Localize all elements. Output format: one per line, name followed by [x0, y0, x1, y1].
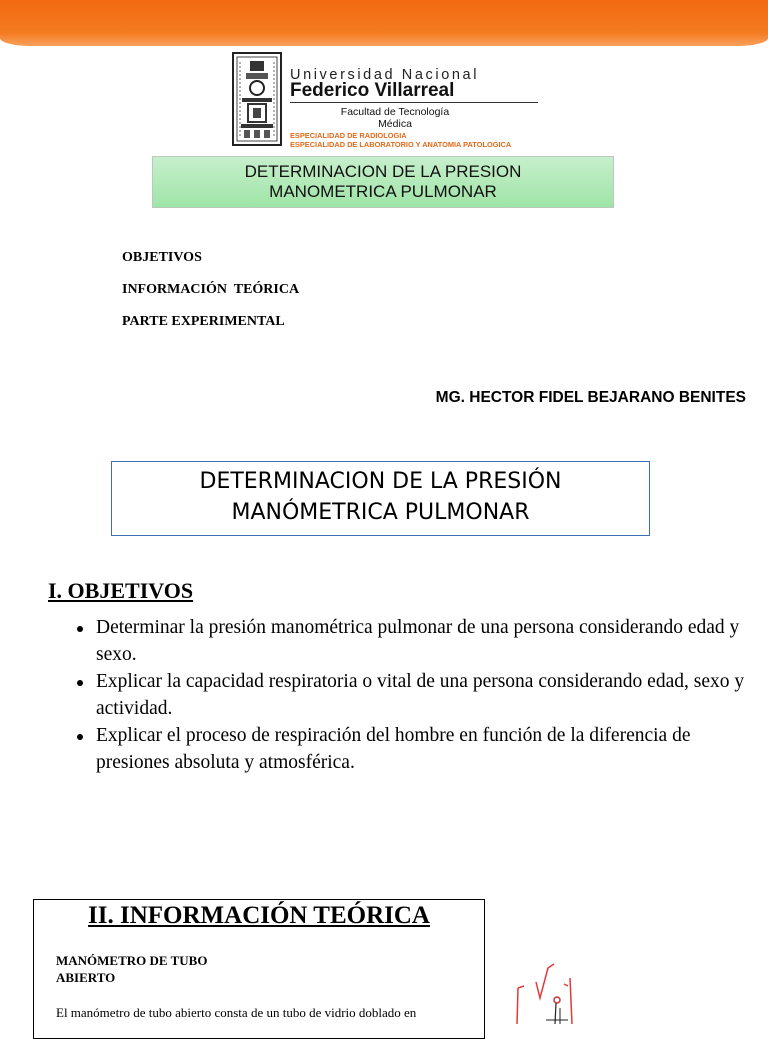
- university-name-line2: Federico Villarreal: [290, 80, 455, 101]
- banner-line1: DETERMINACION DE LA PRESION: [244, 162, 522, 181]
- list-item: Explicar la capacidad respiratoria o vital de una persona considerando edad, sexo y actividad.: [74, 668, 754, 722]
- subheading-line2: ABIERTO: [56, 970, 116, 985]
- theory-subheading: [56, 952, 207, 986]
- contents-item-experimental: PARTE EXPERIMENTAL: [122, 314, 285, 329]
- objectives-list: [74, 614, 754, 776]
- manometer-sketch-icon: [508, 958, 588, 1024]
- subheading-line1: MANÓMETRO DE TUBO: [56, 953, 208, 968]
- list-item: Explicar el proceso de respiración del hombre en función de la diferencia de presiones absoluta y atmosférica.: [74, 722, 754, 776]
- list-item: Determinar la presión manométrica pulmonar de una persona considerando edad y sexo.: [74, 614, 754, 668]
- specialty-radiology: ESPECIALIDAD DE RADIOLOGIA: [290, 131, 407, 140]
- author-name: MG. HECTOR FIDEL BEJARANO BENITES: [435, 389, 746, 406]
- banner-line2: MANOMETRICA PULMONAR: [269, 182, 497, 201]
- faculty-line2: Médica: [378, 118, 412, 130]
- university-name-line1: Universidad Nacional: [290, 67, 480, 83]
- contents-item-informacion: INFORMACIÓN TEÓRICA: [122, 282, 300, 297]
- theory-box: [33, 899, 485, 1039]
- theory-heading: II. INFORMACIÓN TEÓRICA: [88, 902, 430, 929]
- objectives-heading: I. OBJETIVOS: [48, 578, 194, 603]
- university-crest-icon: [232, 52, 282, 146]
- theory-paragraph: El manómetro de tubo abierto consta de un tubo de vidrio doblado en: [56, 1005, 417, 1020]
- specialty-laboratory: ESPECIALIDAD DE LABORATORIO Y ANATOMIA PATOLOGICA: [290, 140, 512, 149]
- top-orange-bar: [0, 0, 768, 46]
- title-line1: DETERMINACION DE LA PRESIÓN: [199, 469, 562, 494]
- contents-item-objetivos: OBJETIVOS: [122, 250, 202, 265]
- faculty-line1: Facultad de Tecnología: [340, 106, 450, 118]
- logo-divider: [290, 102, 538, 103]
- title-line2: MANÓMETRICA PULMONAR: [231, 500, 530, 525]
- faculty-name: [290, 106, 500, 130]
- cover-title-banner: [152, 156, 614, 208]
- section-title-box: [111, 461, 650, 536]
